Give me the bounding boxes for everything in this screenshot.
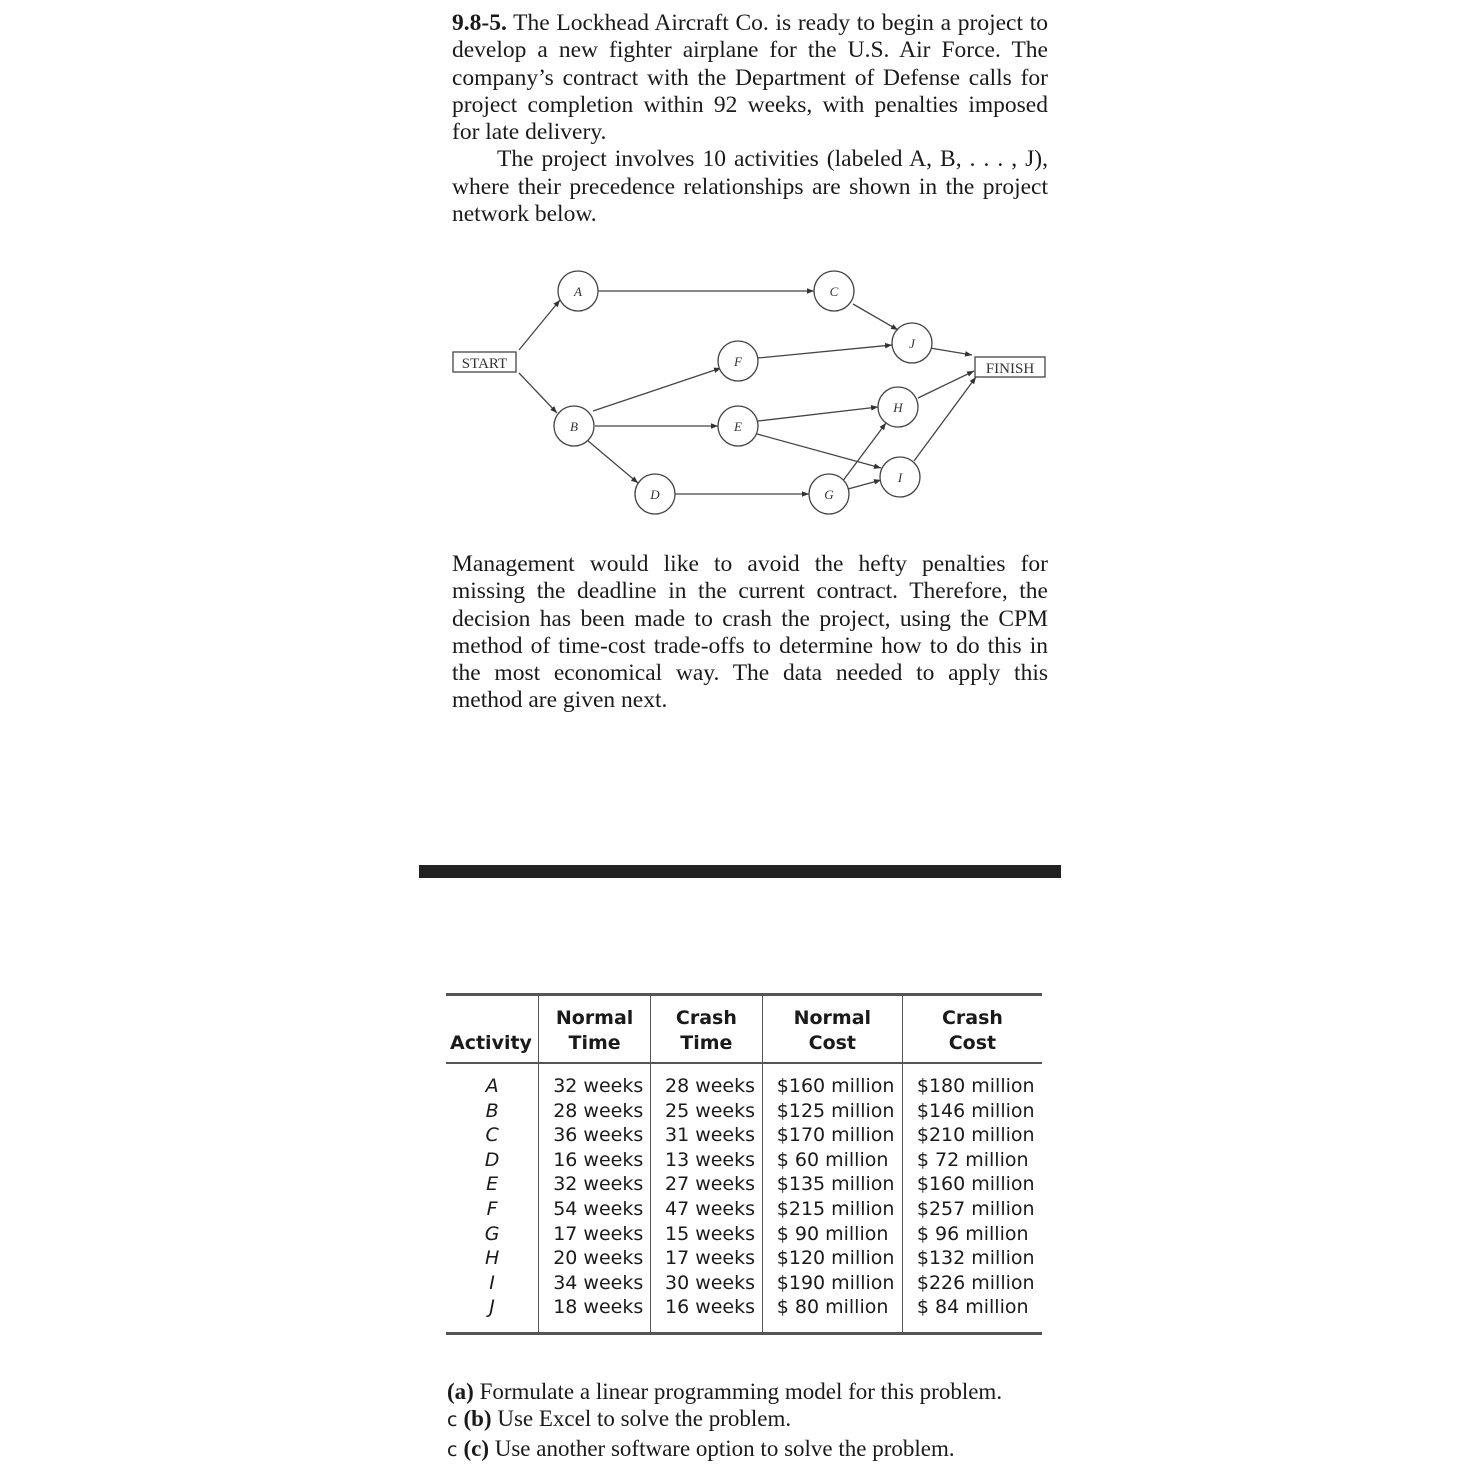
header-crash-time: Crash Time <box>650 995 762 1064</box>
cell-normal-cost: $170 million <box>762 1123 902 1148</box>
start-label: START <box>461 356 508 372</box>
cell-normal-time: 32 weeks <box>539 1063 651 1099</box>
cell-normal-time: 17 weeks <box>539 1222 651 1247</box>
cell-crash-cost: $257 million <box>902 1197 1042 1222</box>
edge-f-j <box>758 345 892 358</box>
cell-activity: D <box>484 1148 500 1171</box>
header-normal-time: Normal Time <box>539 995 651 1064</box>
table-header-row <box>446 995 1042 1064</box>
table-row <box>446 1271 1042 1296</box>
cell-activity: G <box>484 1222 500 1245</box>
edge-e-i <box>757 434 881 468</box>
cell-crash-time: 30 weeks <box>650 1271 762 1296</box>
question-a: (a) Formulate a linear programming model for this problem. <box>447 1379 1003 1404</box>
management-paragraph: Management would like to avoid the hefty penalties for missing the deadline in the current contract. Therefore, the decision has been made to crash the project, using the CPM method of time-cost trade-offs to determine how to do this in the most economical way. The data needed to apply this method are given next. <box>452 551 1048 714</box>
cell-activity: C <box>485 1124 499 1147</box>
edge-g-h <box>842 423 886 482</box>
cell-crash-time: 13 weeks <box>650 1148 762 1173</box>
cell-normal-time: 20 weeks <box>539 1246 651 1271</box>
problem-statement <box>452 10 1048 228</box>
cell-activity: H <box>484 1247 500 1270</box>
cell-crash-time: 17 weeks <box>650 1246 762 1271</box>
cell-normal-cost: $120 million <box>762 1246 902 1271</box>
cell-crash-cost: $146 million <box>902 1099 1042 1124</box>
cell-activity: I <box>489 1271 495 1294</box>
cell-crash-cost: $210 million <box>902 1123 1042 1148</box>
node-f-label: F <box>734 354 742 369</box>
table-row <box>446 1295 1042 1333</box>
cell-crash-time: 27 weeks <box>650 1172 762 1197</box>
edge-start-a <box>519 300 560 350</box>
cell-crash-time: 15 weeks <box>650 1222 762 1247</box>
problem-paragraph-2: The project involves 10 activities (labeled A, B, . . . , J), where their precedence relationships are shown in the project network below. <box>452 146 1048 228</box>
table-row <box>446 1123 1042 1148</box>
cell-crash-time: 31 weeks <box>650 1123 762 1148</box>
table-row <box>446 1222 1042 1247</box>
table-row <box>446 1148 1042 1173</box>
edge-i-finish <box>914 377 976 461</box>
cell-normal-cost: $135 million <box>762 1172 902 1197</box>
cell-normal-time: 34 weeks <box>539 1271 651 1296</box>
edge-c-j <box>853 304 898 330</box>
cell-crash-cost: $ 84 million <box>902 1295 1042 1333</box>
questions-list <box>447 1378 1047 1464</box>
cell-activity: J <box>446 1295 539 1333</box>
edge-b-d <box>587 440 638 483</box>
cell-normal-time: 32 weeks <box>539 1172 651 1197</box>
problem-intro-text: The Lockhead Aircraft Co. is ready to begin a project to develop a new fighter airplane for the U.S. Air Force. The company’s contract with the Department of Defense calls for project completion within 92 weeks, with penalties imposed for late delivery. <box>452 10 1048 146</box>
cell-crash-time: 25 weeks <box>650 1099 762 1124</box>
table-row <box>446 1197 1042 1222</box>
node-j-label: J <box>909 336 915 351</box>
header-activity: Activity <box>446 995 539 1064</box>
edge-g-i <box>848 480 881 489</box>
project-network-diagram <box>440 255 1060 525</box>
cell-crash-time: 28 weeks <box>650 1063 762 1099</box>
crash-data-table <box>446 993 1042 1335</box>
edge-e-h <box>758 407 878 421</box>
node-i-label: I <box>897 470 903 485</box>
cell-crash-cost: $ 96 million <box>902 1222 1042 1247</box>
finish-label: FINISH <box>985 361 1035 377</box>
cell-crash-cost: $160 million <box>902 1172 1042 1197</box>
computer-marker-icon: c <box>447 1409 458 1432</box>
question-b: c (b) Use Excel to solve the problem. <box>447 1406 792 1432</box>
cell-normal-cost: $190 million <box>762 1271 902 1296</box>
cell-activity: A <box>485 1075 499 1097</box>
node-h-label: H <box>893 400 903 415</box>
cell-normal-cost: $160 million <box>762 1063 902 1099</box>
cell-normal-cost: $215 million <box>762 1197 902 1222</box>
cell-normal-cost: $ 90 million <box>762 1222 902 1247</box>
node-e-label: E <box>734 419 742 434</box>
cell-activity: B <box>485 1099 499 1122</box>
question-c: c (c) Use another software option to solve the problem. <box>447 1435 955 1461</box>
header-crash-cost: Crash Cost <box>902 995 1042 1064</box>
edge-start-b <box>519 373 557 413</box>
table-row <box>446 1063 1042 1099</box>
cell-activity: E <box>486 1173 499 1196</box>
problem-paragraph-1 <box>452 10 1048 146</box>
cell-normal-cost: $ 60 million <box>762 1148 902 1173</box>
problem-number: 9.8-5. <box>452 10 507 36</box>
cell-crash-time: 16 weeks <box>650 1295 762 1333</box>
cell-crash-cost: $132 million <box>902 1246 1042 1271</box>
table-body <box>446 1063 1042 1333</box>
cell-normal-cost: $125 million <box>762 1099 902 1124</box>
node-c-label: C <box>829 284 839 299</box>
edge-j-finish <box>930 348 972 355</box>
edge-b-f <box>593 368 721 411</box>
cell-normal-time: 16 weeks <box>539 1148 651 1173</box>
cell-crash-cost: $180 million <box>902 1063 1042 1099</box>
cell-normal-time: 54 weeks <box>539 1197 651 1222</box>
cell-normal-time: 28 weeks <box>539 1099 651 1124</box>
computer-marker-icon: c <box>447 1438 458 1461</box>
cell-activity: F <box>486 1197 498 1220</box>
cell-crash-cost: $ 72 million <box>902 1148 1042 1173</box>
node-g-label: G <box>824 487 834 502</box>
section-divider <box>419 865 1061 878</box>
table-row <box>446 1099 1042 1124</box>
cell-normal-time: 36 weeks <box>539 1123 651 1148</box>
cell-crash-time: 47 weeks <box>650 1197 762 1222</box>
cell-normal-cost: $ 80 million <box>762 1295 902 1333</box>
header-normal-cost: Normal Cost <box>762 995 902 1064</box>
cell-crash-cost: $226 million <box>902 1271 1042 1296</box>
cell-normal-time: 18 weeks <box>539 1295 651 1333</box>
edge-h-finish <box>918 371 974 398</box>
node-a-label: A <box>574 284 582 299</box>
table-row <box>446 1246 1042 1271</box>
node-b-label: B <box>570 419 578 434</box>
node-d-label: D <box>650 487 660 502</box>
table-row <box>446 1172 1042 1197</box>
